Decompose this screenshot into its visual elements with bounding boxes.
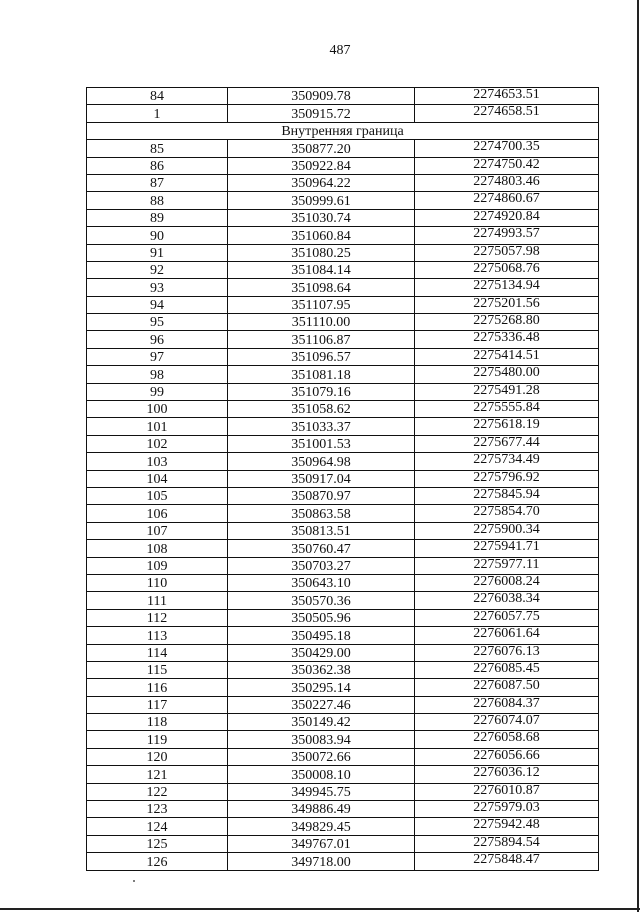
x-coordinate: 350429.00 (228, 644, 415, 661)
point-number: 121 (87, 766, 228, 783)
x-coordinate: 350877.20 (228, 140, 415, 157)
y-coordinate: 2276085.45 (415, 661, 599, 678)
x-coordinate: 350362.38 (228, 661, 415, 678)
point-number: 103 (87, 453, 228, 470)
x-coordinate: 349718.00 (228, 853, 415, 870)
y-coordinate: 2276056.66 (415, 748, 599, 765)
table-row (87, 383, 599, 400)
point-number: 122 (87, 783, 228, 800)
y-coordinate: 2275068.76 (415, 261, 599, 278)
point-number: 94 (87, 296, 228, 313)
y-coordinate: 2276008.24 (415, 574, 599, 591)
page-number: 487 (329, 43, 351, 58)
x-coordinate: 350083.94 (228, 731, 415, 748)
y-coordinate: 2275480.00 (415, 366, 599, 383)
y-coordinate: 2275057.98 (415, 244, 599, 261)
y-coordinate: 2275942.48 (415, 818, 599, 835)
y-coordinate: 2275854.70 (415, 505, 599, 522)
table-row (87, 331, 599, 348)
table-row (87, 453, 599, 470)
table-row (87, 140, 599, 157)
table-row (87, 540, 599, 557)
scan-edge-bottom (0, 908, 640, 910)
x-coordinate: 351033.37 (228, 418, 415, 435)
x-coordinate: 350909.78 (228, 88, 415, 105)
x-coordinate: 351081.18 (228, 366, 415, 383)
x-coordinate: 350149.42 (228, 714, 415, 731)
point-number: 87 (87, 174, 228, 191)
point-number: 118 (87, 714, 228, 731)
table-row (87, 627, 599, 644)
x-coordinate: 350505.96 (228, 609, 415, 626)
y-coordinate: 2274700.35 (415, 140, 599, 157)
x-coordinate: 351030.74 (228, 209, 415, 226)
y-coordinate: 2274803.46 (415, 174, 599, 191)
x-coordinate: 351107.95 (228, 296, 415, 313)
x-coordinate: 350999.61 (228, 192, 415, 209)
y-coordinate: 2275796.92 (415, 470, 599, 487)
point-number: 107 (87, 522, 228, 539)
point-number: 105 (87, 487, 228, 504)
table-row (87, 801, 599, 818)
point-number: 126 (87, 853, 228, 870)
table-row (87, 470, 599, 487)
table-row (87, 261, 599, 278)
point-number: 123 (87, 801, 228, 818)
table-row (87, 192, 599, 209)
table-row (87, 644, 599, 661)
y-coordinate: 2274750.42 (415, 157, 599, 174)
point-number: 96 (87, 331, 228, 348)
table-row (87, 609, 599, 626)
x-coordinate: 351098.64 (228, 279, 415, 296)
table-row (87, 557, 599, 574)
point-number: 92 (87, 261, 228, 278)
table-row (87, 435, 599, 452)
y-coordinate: 2275336.48 (415, 331, 599, 348)
table-row (87, 679, 599, 696)
x-coordinate: 349886.49 (228, 801, 415, 818)
table-row (87, 314, 599, 331)
y-coordinate: 2274653.51 (415, 88, 599, 105)
table-row (87, 366, 599, 383)
section-header-row (87, 122, 599, 139)
table-row (87, 835, 599, 852)
x-coordinate: 350964.22 (228, 174, 415, 191)
x-coordinate: 350495.18 (228, 627, 415, 644)
x-coordinate: 350870.97 (228, 487, 415, 504)
point-number: 98 (87, 366, 228, 383)
y-coordinate: 2276076.13 (415, 644, 599, 661)
point-number: 109 (87, 557, 228, 574)
table-row (87, 88, 599, 105)
y-coordinate: 2275848.47 (415, 853, 599, 870)
table-row (87, 401, 599, 418)
table-row (87, 174, 599, 191)
point-number: 119 (87, 731, 228, 748)
point-number: 110 (87, 574, 228, 591)
point-number: 97 (87, 348, 228, 365)
table-row (87, 505, 599, 522)
y-coordinate: 2276087.50 (415, 679, 599, 696)
y-coordinate: 2274658.51 (415, 105, 599, 122)
scan-edge-right (637, 0, 639, 912)
section-title: Внутренняя граница (87, 122, 599, 139)
point-number: 91 (87, 244, 228, 261)
x-coordinate: 351060.84 (228, 227, 415, 244)
point-number: 114 (87, 644, 228, 661)
point-number: 124 (87, 818, 228, 835)
y-coordinate: 2275134.94 (415, 279, 599, 296)
point-number: 108 (87, 540, 228, 557)
table-row (87, 731, 599, 748)
table-row (87, 592, 599, 609)
y-coordinate: 2275268.80 (415, 314, 599, 331)
point-number: 117 (87, 696, 228, 713)
x-coordinate: 350915.72 (228, 105, 415, 122)
point-number: 101 (87, 418, 228, 435)
y-coordinate: 2275979.03 (415, 801, 599, 818)
x-coordinate: 350760.47 (228, 540, 415, 557)
x-coordinate: 351058.62 (228, 401, 415, 418)
table-row (87, 279, 599, 296)
x-coordinate: 349945.75 (228, 783, 415, 800)
point-number: 84 (87, 88, 228, 105)
y-coordinate: 2275555.84 (415, 401, 599, 418)
table-row (87, 105, 599, 122)
table-row (87, 296, 599, 313)
y-coordinate: 2276057.75 (415, 609, 599, 626)
point-number: 102 (87, 435, 228, 452)
y-coordinate: 2275894.54 (415, 835, 599, 852)
x-coordinate: 350295.14 (228, 679, 415, 696)
table-row (87, 157, 599, 174)
point-number: 100 (87, 401, 228, 418)
coordinates-table-body (87, 88, 599, 871)
point-number: 88 (87, 192, 228, 209)
x-coordinate: 350703.27 (228, 557, 415, 574)
point-number: 113 (87, 627, 228, 644)
table-row (87, 661, 599, 678)
x-coordinate: 350813.51 (228, 522, 415, 539)
x-coordinate: 351106.87 (228, 331, 415, 348)
point-number: 85 (87, 140, 228, 157)
y-coordinate: 2275977.11 (415, 557, 599, 574)
y-coordinate: 2275900.34 (415, 522, 599, 539)
x-coordinate: 350227.46 (228, 696, 415, 713)
table-row (87, 244, 599, 261)
point-number: 89 (87, 209, 228, 226)
y-coordinate: 2275618.19 (415, 418, 599, 435)
y-coordinate: 2275491.28 (415, 383, 599, 400)
point-number: 106 (87, 505, 228, 522)
table-row (87, 853, 599, 870)
table-row (87, 418, 599, 435)
point-number: 95 (87, 314, 228, 331)
scan-speck (133, 880, 135, 882)
y-coordinate: 2275414.51 (415, 348, 599, 365)
point-number: 115 (87, 661, 228, 678)
point-number: 125 (87, 835, 228, 852)
table-row (87, 766, 599, 783)
point-number: 112 (87, 609, 228, 626)
y-coordinate: 2276084.37 (415, 696, 599, 713)
y-coordinate: 2274993.57 (415, 227, 599, 244)
x-coordinate: 351001.53 (228, 435, 415, 452)
point-number: 86 (87, 157, 228, 174)
y-coordinate: 2276038.34 (415, 592, 599, 609)
table-row (87, 748, 599, 765)
x-coordinate: 350072.66 (228, 748, 415, 765)
table-row (87, 714, 599, 731)
x-coordinate: 350964.98 (228, 453, 415, 470)
point-number: 1 (87, 105, 228, 122)
table-row (87, 227, 599, 244)
x-coordinate: 351084.14 (228, 261, 415, 278)
y-coordinate: 2276074.07 (415, 714, 599, 731)
x-coordinate: 351080.25 (228, 244, 415, 261)
point-number: 104 (87, 470, 228, 487)
y-coordinate: 2276058.68 (415, 731, 599, 748)
y-coordinate: 2275734.49 (415, 453, 599, 470)
point-number: 90 (87, 227, 228, 244)
x-coordinate: 350917.04 (228, 470, 415, 487)
y-coordinate: 2275201.56 (415, 296, 599, 313)
y-coordinate: 2276036.12 (415, 766, 599, 783)
table-row (87, 348, 599, 365)
point-number: 120 (87, 748, 228, 765)
table-row (87, 818, 599, 835)
table-row (87, 696, 599, 713)
y-coordinate: 2275941.71 (415, 540, 599, 557)
table-row (87, 209, 599, 226)
y-coordinate: 2275677.44 (415, 435, 599, 452)
x-coordinate: 351079.16 (228, 383, 415, 400)
coordinates-table (86, 87, 599, 871)
point-number: 93 (87, 279, 228, 296)
table-row (87, 487, 599, 504)
x-coordinate: 350922.84 (228, 157, 415, 174)
x-coordinate: 350643.10 (228, 574, 415, 591)
x-coordinate: 351110.00 (228, 314, 415, 331)
x-coordinate: 351096.57 (228, 348, 415, 365)
table-row (87, 783, 599, 800)
x-coordinate: 349767.01 (228, 835, 415, 852)
x-coordinate: 350570.36 (228, 592, 415, 609)
y-coordinate: 2276061.64 (415, 627, 599, 644)
y-coordinate: 2274920.84 (415, 209, 599, 226)
point-number: 116 (87, 679, 228, 696)
x-coordinate: 350863.58 (228, 505, 415, 522)
y-coordinate: 2276010.87 (415, 783, 599, 800)
table-row (87, 574, 599, 591)
point-number: 99 (87, 383, 228, 400)
x-coordinate: 350008.10 (228, 766, 415, 783)
table-row (87, 522, 599, 539)
x-coordinate: 349829.45 (228, 818, 415, 835)
y-coordinate: 2275845.94 (415, 487, 599, 504)
y-coordinate: 2274860.67 (415, 192, 599, 209)
point-number: 111 (87, 592, 228, 609)
